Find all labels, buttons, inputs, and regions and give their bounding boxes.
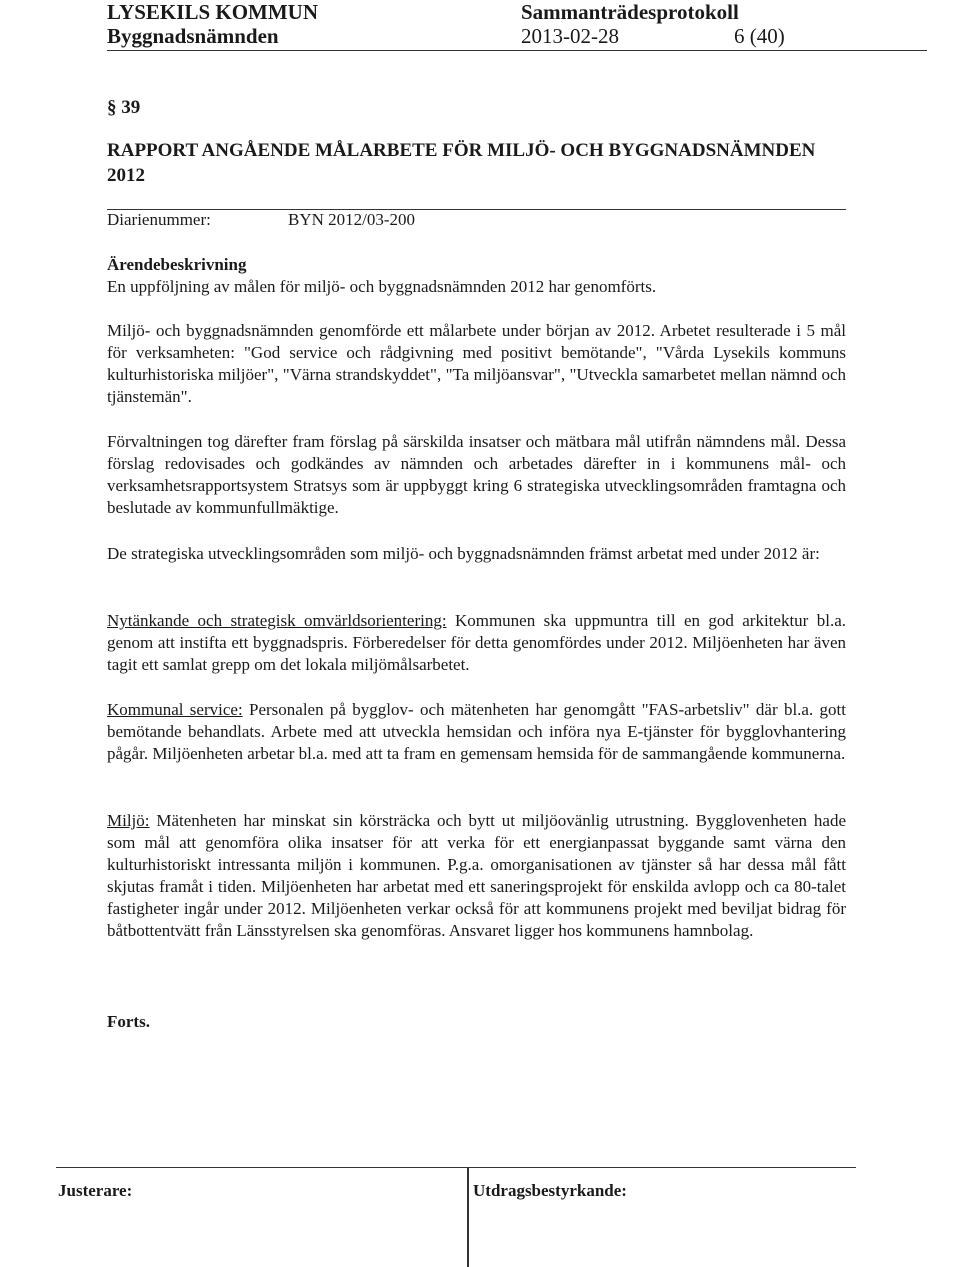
paragraph-proposals <box>107 431 846 519</box>
paragraph-proposals-text: Förvaltningen tog därefter fram förslag på särskilda insatser och mätbara mål utifrån nämndens mål. Dessa förslag redovisades och godkändes av nämnden och arbetades därefter in i kommunens mål- och verksamhetsrapportsystem Stratsys som är uppbyggt kring 6 strategiska utvecklingsområden framtagna och beslutade av kommunfullmäktige. <box>107 432 846 517</box>
innovation-label: Nytänkande och strategisk omvärldsorientering: <box>107 611 447 630</box>
extract-certification-label: Utdragsbestyrkande: <box>473 1181 627 1200</box>
organization-name: LYSEKILS KOMMUN <box>107 0 319 24</box>
diary-number-row <box>107 209 846 229</box>
service-label: Kommunal service: <box>107 700 243 719</box>
page-number: 6 (40) <box>734 24 785 48</box>
continued-label: Forts. <box>107 1012 150 1031</box>
paragraph-goals-text: Miljö- och byggnadsnämnden genomförde ett målarbete under början av 2012. Arbetet resulterade i 5 mål för verksamheten: "God service och rådgivning med positivt bemötande", "Vårda Lysekils kommuns kulturhistoriska miljöer", "Värna strandskyddet", "Ta miljöansvar", "Utveckla samarbetet mellan nämnd och tjänstemän". <box>107 321 846 406</box>
meeting-date: 2013-02-28 <box>521 24 619 48</box>
page-header <box>107 0 927 51</box>
case-text: En uppföljning av målen för miljö- och byggnadsnämnden 2012 har genomförts. <box>107 277 657 296</box>
document-type: Sammanträdesprotokoll <box>521 0 739 24</box>
signature-footer <box>56 1167 856 1267</box>
paragraph-goals <box>107 320 846 408</box>
paragraph-strategic-areas-text: De strategiska utvecklingsområden som miljö- och byggnadsnämnden främst arbetat med under 2012 är: <box>107 544 820 563</box>
environment-label: Miljö: <box>107 811 150 830</box>
paragraph-strategic-areas <box>107 543 846 565</box>
section-title-line-2: 2012 <box>107 165 145 186</box>
paragraph-service <box>107 699 846 765</box>
case-heading: Ärendebeskrivning <box>107 255 247 274</box>
diary-number-value: BYN 2012/03-200 <box>288 210 416 229</box>
service-text: Personalen på bygglov- och mätenheten har genomgått "FAS-arbetsliv" där bl.a. gott bemötande behandlats. Arbete med att utveckla hemsidan och införa nya E-tjänster för bygglovhantering pågår. Miljöenheten arbetar bl.a. med att ta fram en gemensam hemsida för de sammangående kommunerna. <box>107 700 846 763</box>
continued-note <box>107 1011 846 1033</box>
paragraph-environment <box>107 810 846 942</box>
paragraph-innovation <box>107 610 846 676</box>
footer-divider <box>467 1168 469 1267</box>
section-title-line-1: RAPPORT ANGÅENDE MÅLARBETE FÖR MILJÖ- OCH BYGGNADSNÄMNDEN <box>107 140 816 161</box>
environment-text: Mätenheten har minskat sin körsträcka och bytt ut miljöovänlig utrustning. Bygglovenheten hade som mål att genomföra olika insatser för att verka för ett energianpassat byggande samt värna den kulturhistoriskt intressanta miljön i kommunen. P.g.a. omorganisationen av tjänster så har dessa mål fått skjutas framåt i tiden. Miljöenheten har arbetat med ett saneringsprojekt för enskilda avlopp och ca 80-talet fastigheter ingår under 2012. Miljöenheten verkar också för att kommunens projekt med beviljat bidrag för båtbottentvätt från Länsstyrelsen ska genomföras. Ansvaret ligger hos kommunens hamnbolag. <box>107 811 846 940</box>
diary-number-label: Diarienummer: <box>107 210 211 229</box>
adjuster-label: Justerare: <box>58 1181 133 1200</box>
innovation-text: Kommunen ska uppmuntra till en god arkitektur bl.a. genom att instifta ett byggnadspris. Förberedelser för detta genomfördes under 2012. Miljöenheten har även tagit ett samlat grepp om det lokala miljömålsarbetet. <box>107 611 846 674</box>
board-name: Byggnadsnämnden <box>107 24 279 48</box>
section-number: § 39 <box>107 97 141 118</box>
section-title <box>107 138 815 188</box>
case-description <box>107 254 846 298</box>
